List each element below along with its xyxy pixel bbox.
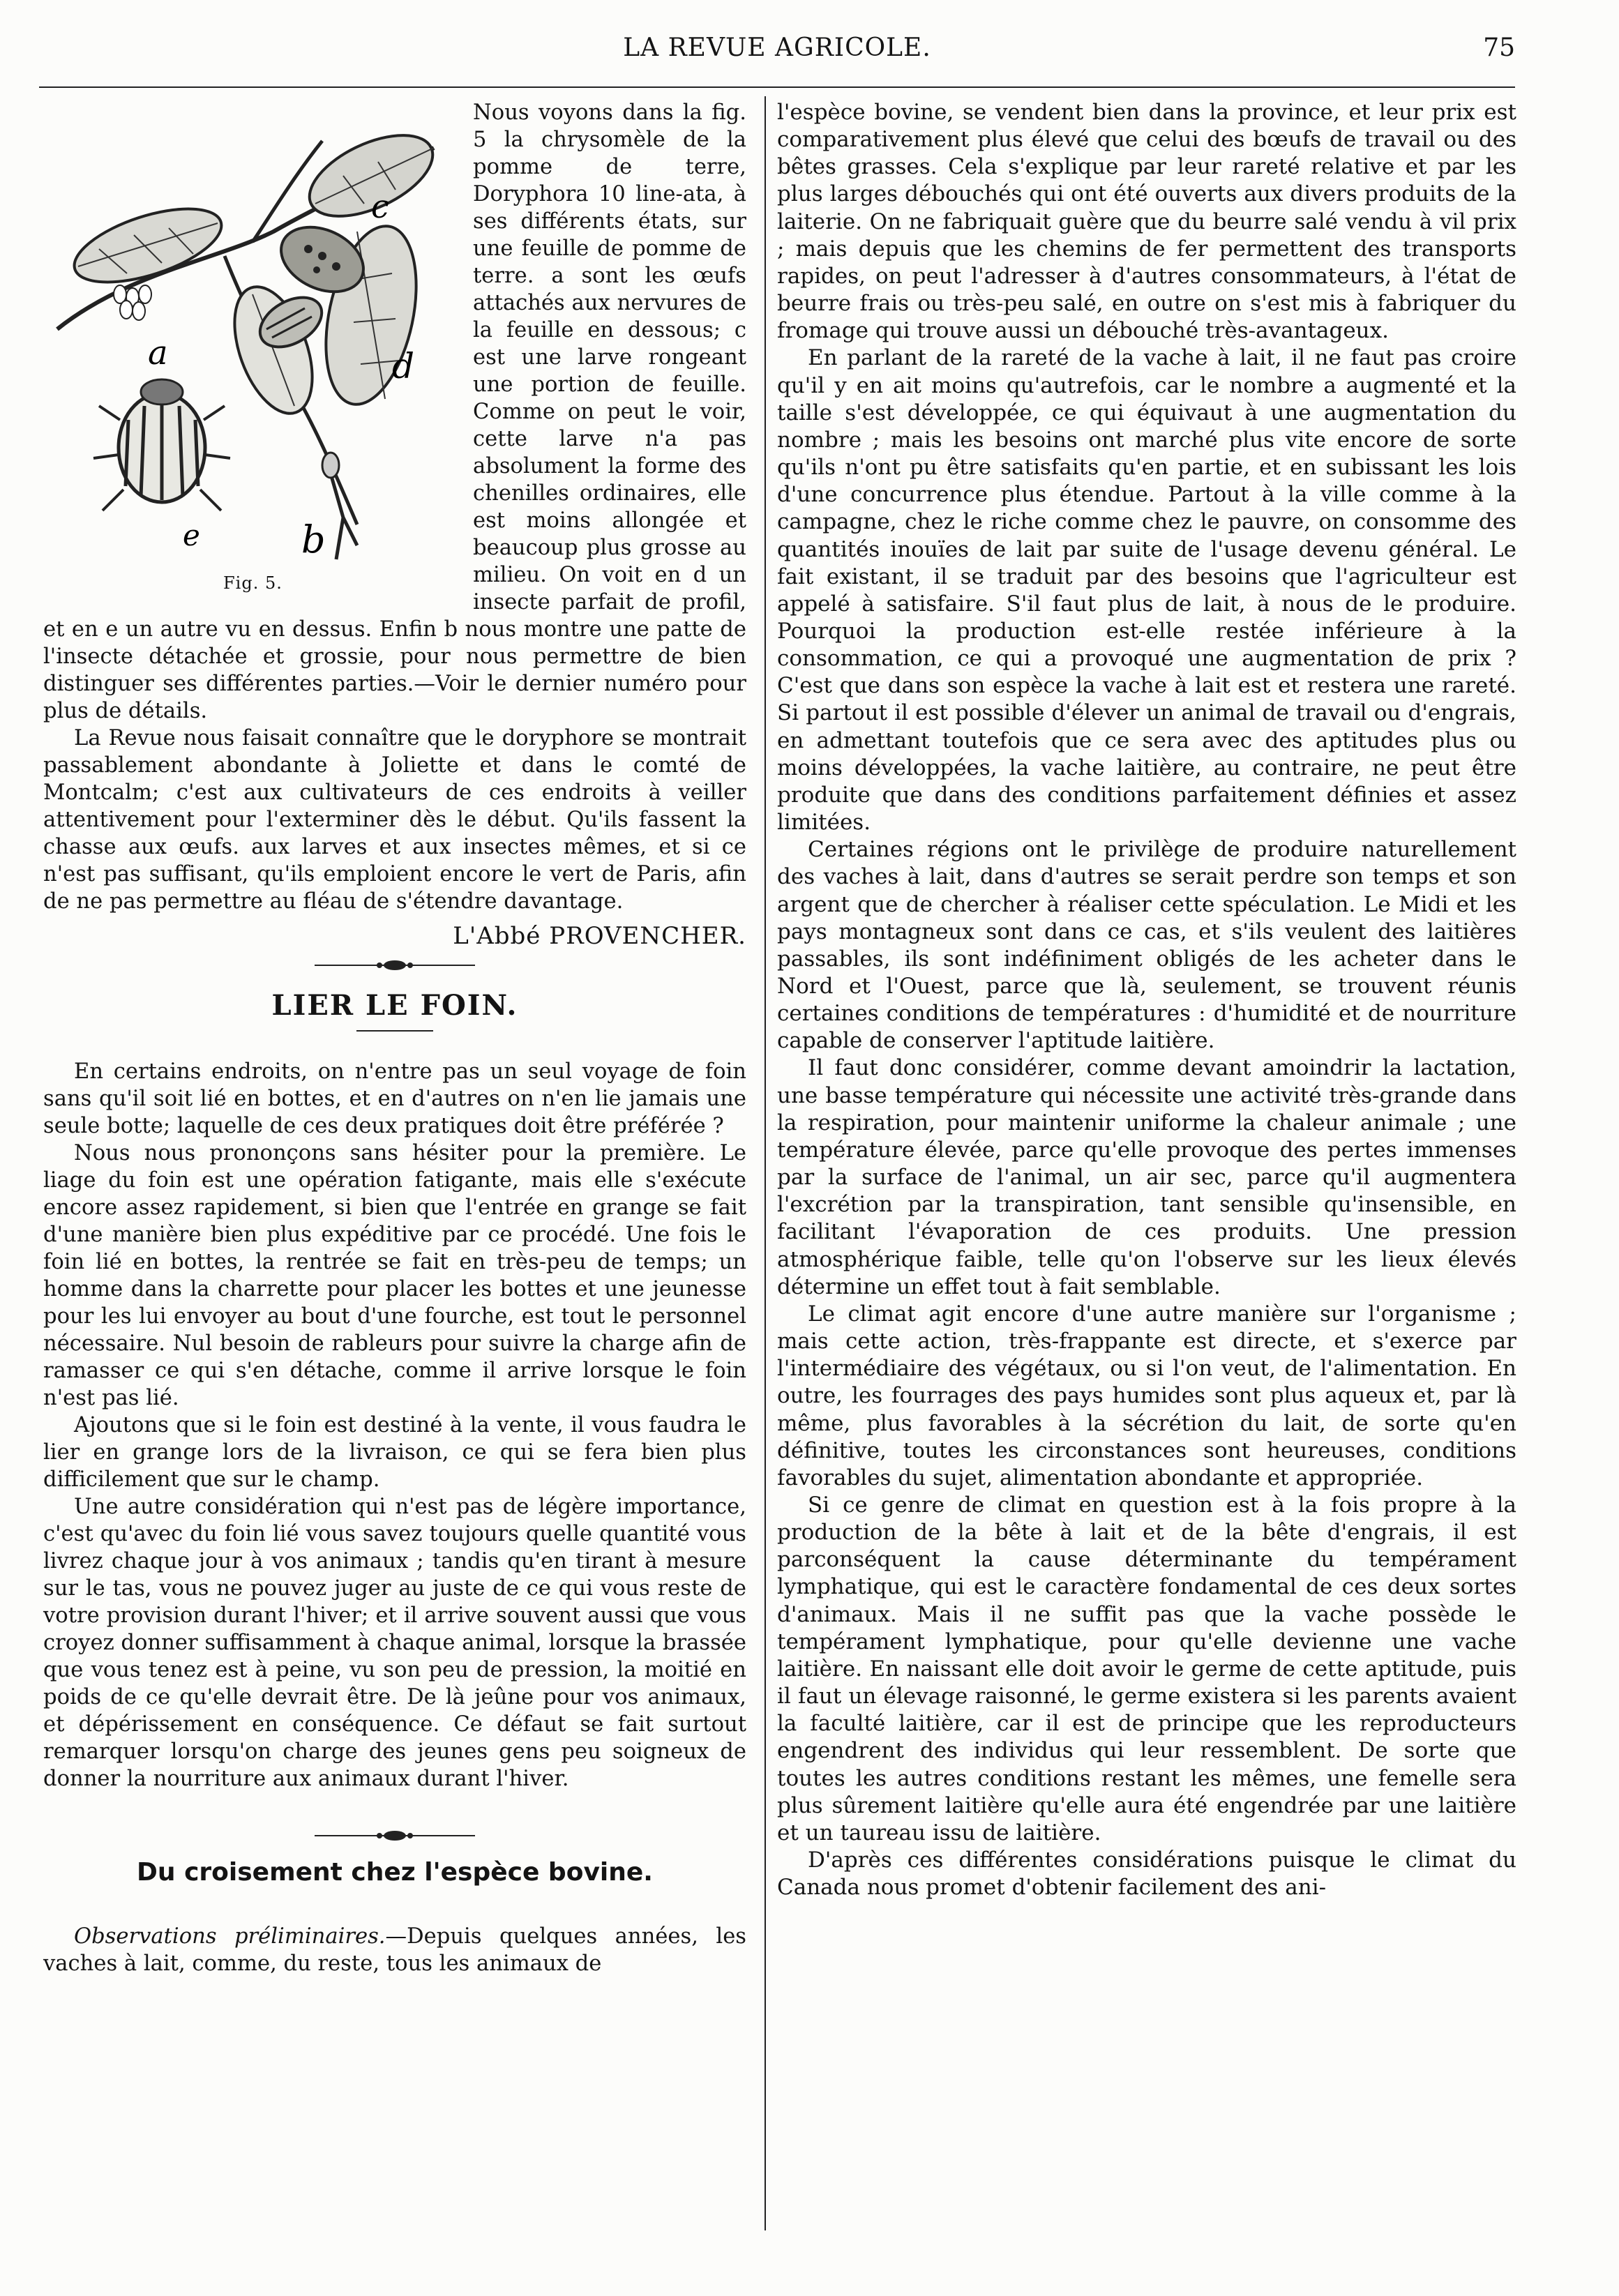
revue-paragraph: La Revue nous faisait connaître que le doryphore se montrait passablement abondante à Joliette et dans le comté de Montcalm; c'est aux cultivateurs de ces endroits à veiller attentivement pour l'exterminer dès le début. Qu'ils fassent la chasse aux œufs. aux larves et aux insectes mêmes, et si ce n'est pas suffisant, qu'ils emploient encore le vert de Paris, afin de ne pas permettre au fléau de s'étendre davantage. — [43, 726, 746, 914]
section-separator-2 — [43, 1820, 746, 1851]
right-column — [777, 99, 1516, 1901]
bovine-paragraph-2: En parlant de la rareté de la vache à lait, il ne faut pas croire qu'il y en ait moins qu'autrefois, car le nombre a augmenté et la taille s'est développée, ce qui équivaut à une augmentation du nombre ; mais les besoins ont marché plus vite encore de sorte qu'ils n'ont pu être satisfaits qu'en partie, et en subissant les lois d'une concurrence plus étendue. Partout à la ville comme à la campagne, chez le riche comme chez le pauvre, on consomme des quantités inouïes de lait par suite de l'usage devenu général. Le fait existant, il se traduit par des besoins que l'agriculteur est appelé à satisfaire. S'il faut plus de lait, à nous de le produire. Pourquoi la production est-elle restée inférieure à la consommation, ce qui a provoqué une augmentation de prix ? C'est que dans son espèce la vache à lait est et restera une rareté. Si partout il est possible d'élever un animal de travail ou d'engrais, en admettant toutefois que ce sera avec des aptitudes plus ou moins développées, la vache laitière, au contraire, ne peut être produite que dans des conditions parfaitement définies et assez limitées. — [777, 345, 1516, 836]
section-separator — [43, 950, 746, 981]
observations-paragraph — [43, 1923, 746, 1977]
label-c: c — [371, 188, 389, 225]
bovine-paragraph-3: Certaines régions ont le privilège de produire naturellement des vaches à lait, dans d'autres se serait perdre son temps et son argent que de chercher à réaliser cette spéculation. Le Midi et les pays montagneux sont dans ce cas, et s'ils veulent des laitières passables, ils sont indéfiniment obligés de les acheter dans le Nord et l'Ouest, parce que là, seulement, se trouvent réunis certaines conditions de températures : d'humidité et de nourriture capable de conserver l'aptitude laitière. — [777, 837, 1516, 1054]
header-rule — [39, 86, 1515, 88]
running-header — [39, 33, 1515, 66]
journal-title: LA REVUE AGRICOLE. — [623, 33, 931, 62]
observations-text: —Depuis quelques années, les vaches à lait, comme, du reste, tous les animaux de — [43, 1924, 746, 1976]
foin-paragraph-3: Ajoutons que si le foin est destiné à la vente, il vous faudra le lier en grange lors de la livraison, ce qui se fera bien plus difficilement que sur le champ. — [43, 1413, 746, 1492]
label-d: d — [392, 346, 415, 386]
label-a: a — [148, 333, 168, 372]
foin-paragraph-1: En certains endroits, on n'entre pas un seul voyage de foin sans qu'il soit lié en bottes, et en d'autres on n'en lie jamais une seule botte; laquelle de ces deux pratiques doit être préférée ? — [43, 1059, 746, 1138]
doryphore-paragraph: Nous voyons dans la fig. 5 la chrysomèle de la pomme de terre, Doryphora 10 line-ata, à ses différents états, sur une feuille de pomme de terre. a sont les œufs attachés aux nervures de la feuille en dessous; c est une larve rongeant une portion de feuille. Comme on peut le voir, cette larve n'a pas absolument la forme des chenilles ordinaires, elle est moins allongée et beaucoup plus grosse au milieu. On voit en d un insecte parfait de profil, et en e un autre vu en dessus. Enfin b nous montre une patte de l'insecte détachée et grossie, pour nous permettre de bien distinguer ses différentes parties.—Voir le dernier numéro pour plus de détails. — [43, 100, 746, 723]
foin-paragraph-2: Nous nous prononçons sans hésiter pour la première. Le liage du foin est une opération fatigante, mais elle s'exécute encore assez rapidement, si bien que l'entrée en grange se fait d'une manière bien plus expéditive par ce procédé. Une fois le foin lié en bottes, la rentrée se fait en très-peu de temps; un homme dans la charrette pour placer les bottes et une jeunesse pour les lui envoyer au bout d'une fourche, est tout le personnel nécessaire. Nul besoin de rableurs pour suivre la charge afin de ramasser ce qui s'en détache, comme il arrive lorsque le foin n'est pas lié. — [43, 1141, 746, 1410]
section-title-lier-le-foin: LIER LE FOIN. — [271, 989, 518, 1022]
figure-5 — [43, 99, 469, 601]
column-divider — [765, 96, 766, 2230]
title-underline — [356, 1030, 433, 1032]
bovine-paragraph-5: Le climat agit encore d'une autre manière sur l'organisme ; mais cette action, très-frappante est directe, et s'exerce par l'intermédiaire des végétaux, ou si l'on veut, de l'alimentation. En outre, les fourrages des pays humides sont plus aqueux et, par là même, plus favorables à la sécrétion du lait, de sorte qu'en définitive, toutes les circonstances sont heureuses, conditions favorables du sujet, alimentation abondante et appropriée. — [777, 1301, 1516, 1490]
section-title-croisement: Du croisement chez l'espèce bovine. — [137, 1858, 653, 1887]
bovine-paragraph-6: Si ce genre de climat en question est à la fois propre à la production de la bête à lait et de la bête d'engrais, il est parconséquent la cause déterminante du tempérament lymphatique, qui est le caractère fondamental de ces deux sortes d'animaux. Mais il ne suffit pas que la vache possède le tempérament lymphatique, pour qu'elle devienne une vache laitière. En naissant elle doit avoir le germe de cette aptitude, puis il faut un élevage raisonné, le germe existera si les parents avaient la faculté laitière, car il est de principe que les reproducteurs engendrent des individus qui leur ressemblent. De sorte que toutes les autres conditions restant les mêmes, une femelle sera plus sûrement laitière qu'elle aura été engendrée par une laitière et un taureau issu de laitière. — [777, 1492, 1516, 1845]
foin-paragraph-4: Une autre considération qui n'est pas de légère importance, c'est qu'avec du foin lié vous savez toujours quelle quantité vous livrez chaque jour à vos animaux ; tandis qu'en tirant à mesure sur le tas, vous ne pouvez juger au juste de ce qui vous reste de votre provision durant l'hiver; et il arrive souvent aussi que vous croyez donner suffisamment à chaque animal, lorsque la brassée que vous tenez est à peine, vu son peu de pression, la moitié en poids de ce qu'elle devrait être. De là jeûne pour vos animaux, et dépérissement en conséquence. Ce défaut se fait surtout remarquer lorsqu'on charge des jeunes gens peu soigneux de donner la nourriture aux animaux durant l'hiver. — [43, 1495, 746, 1791]
label-b: b — [301, 518, 326, 561]
observations-label: Observations préliminaires. — [74, 1924, 386, 1949]
author-signature: L'Abbé PROVENCHER. — [453, 922, 746, 950]
figure-caption: Fig. 5. — [223, 573, 283, 593]
potato-beetle-illustration — [43, 99, 469, 580]
left-column — [43, 99, 746, 1977]
bovine-paragraph-1: l'espèce bovine, se vendent bien dans la province, et leur prix est comparativement plus élevé que celui des bœufs de travail ou des bêtes grasses. Cela s'explique par leur rareté relative et par les plus larges débouchés qui ont été ouverts aux divers produits de la laiterie. On ne fabriquait guère que du beurre salé vendu à vil prix ; mais depuis que les chemins de fer permettent des transports rapides, on peut l'adresser à d'autres consommateurs, à l'état de beurre frais ou très-peu salé, en outre on s'est mis à fabriquer du fromage qui trouve aussi un débouché très-avantageux. — [777, 100, 1516, 344]
page-number: 75 — [1483, 33, 1515, 62]
label-e: e — [183, 518, 200, 552]
bovine-paragraph-7: D'après ces différentes considérations puisque le climat du Canada nous promet d'obtenir facilement des ani- — [777, 1848, 1516, 1901]
bovine-paragraph-4: Il faut donc considérer, comme devant amoindrir la lactation, une basse température qui nécessite une activité très-grande dans la respiration, pour maintenir uniforme la chaleur animale ; une température élevée, parce qu'elle provoque des pertes immenses par la surface de l'animal, un air sec, parce qu'il augmentera l'excrétion par la transpiration, tant sensible qu'insensible, en facilitant l'évaporation de ces produits. Une pression atmosphérique faible, telle qu'on l'observe sur les lieux élevés détermine un effet tout à fait semblable. — [777, 1055, 1516, 1299]
